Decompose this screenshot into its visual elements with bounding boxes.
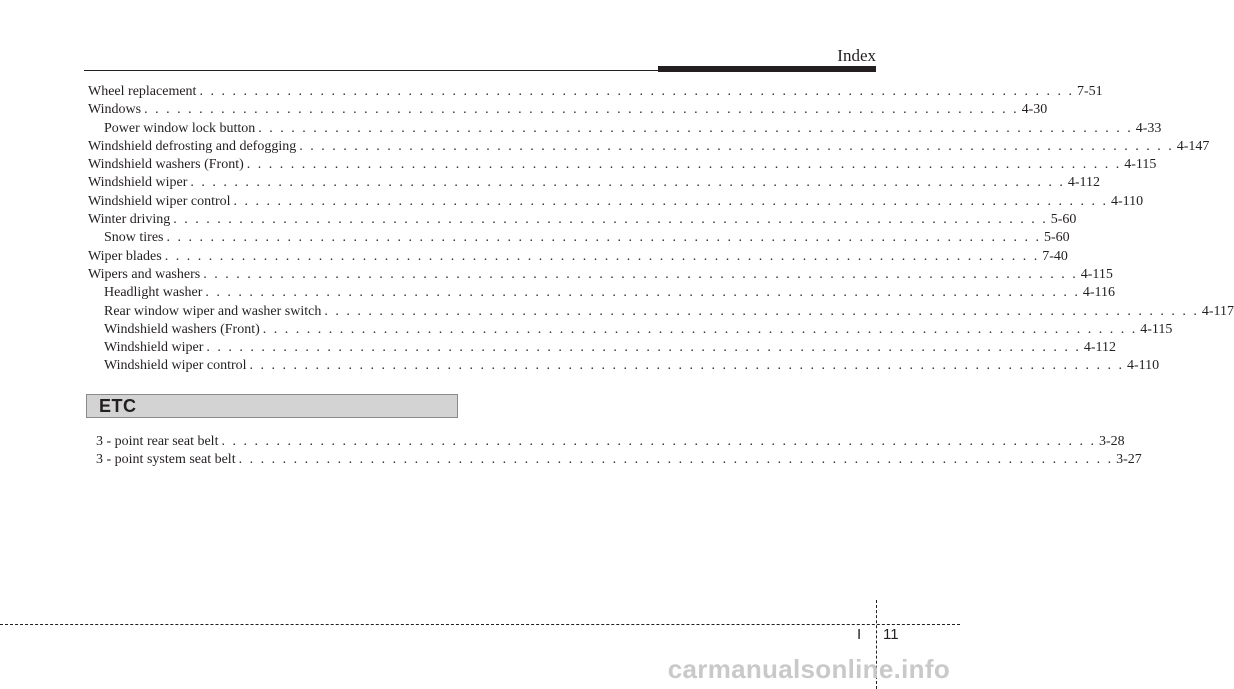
index-entry (88, 211, 1077, 229)
index-subentry (88, 357, 1160, 375)
entry-label: Snow tires (104, 230, 164, 246)
dot-leader: . . . . . . . . . . . . . . . . . . . . . . . . . . . . . . . . . . . . . . . . . . . . . . . . . . . . . . . . . . . . . . . . . . . . . . . . . . . . . . . . (246, 157, 1122, 173)
footer-page-number: 11 (883, 626, 899, 643)
footer-section-letter: I (857, 626, 862, 643)
dot-leader: . . . . . . . . . . . . . . . . . . . . . . . . . . . . . . . . . . . . . . . . . . . . . . . . . . . . . . . . . . . . . . . . . . . . . . . . . . . . . . . . (144, 102, 1019, 118)
index-subentry (88, 303, 1234, 321)
index-entry (88, 174, 1101, 192)
dot-leader: . . . . . . . . . . . . . . . . . . . . . . . . . . . . . . . . . . . . . . . . . . . . . . . . . . . . . . . . . . . . . . . . . . . . . . . . . . . . . . . . (233, 193, 1109, 209)
entry-page-ref: 4-115 (1124, 157, 1157, 173)
entry-label: Windshield washers (Front) (88, 157, 244, 173)
dot-leader: . . . . . . . . . . . . . . . . . . . . . . . . . . . . . . . . . . . . . . . . . . . . . . . . . . . . . . . . . . . . . . . . . . . . . . . . . . . . . . . . (249, 358, 1125, 374)
dot-leader: . . . . . . . . . . . . . . . . . . . . . . . . . . . . . . . . . . . . . . . . . . . . . . . . . . . . . . . . . . . . . . . . . . . . . . . . . . . . . . . . (164, 248, 1040, 264)
index-entry (96, 433, 1125, 451)
entry-label: Windshield defrosting and defogging (88, 138, 297, 154)
index-subentry (88, 229, 1070, 247)
entry-page-ref: 4-116 (1082, 285, 1116, 301)
dot-leader: . . . . . . . . . . . . . . . . . . . . . . . . . . . . . . . . . . . . . . . . . . . . . . . . . . . . . . . . . . . . . . . . . . . . . . . . . . . . . . . . (238, 452, 1114, 468)
entry-label: Wheel replacement (88, 84, 197, 99)
index-entry (88, 156, 1157, 174)
entry-label: Windows (88, 102, 142, 118)
footer-crop-line (0, 624, 960, 625)
dot-leader: . . . . . . . . . . . . . . . . . . . . . . . . . . . . . . . . . . . . . . . . . . . . . . . . . . . . . . . . . . . . . . . . . . . . . . . . . . . . . . . . (190, 175, 1065, 191)
dot-leader: . . . . . . . . . . . . . . . . . . . . . . . . . . . . . . . . . . . . . . . . . . . . . . . . . . . . . . . . . . . . . . . . . . . . . . . . . . . . . . . . (221, 434, 1096, 449)
entry-page-ref: 7-51 (1076, 84, 1103, 99)
entry-page-ref: 4-112 (1083, 340, 1117, 356)
dot-leader: . . . . . . . . . . . . . . . . . . . . . . . . . . . . . . . . . . . . . . . . . . . . . . . . . . . . . . . . . . . . . . . . . . . . . . . . . . . . . . . . (166, 230, 1041, 246)
entry-page-ref: 4-110 (1127, 358, 1160, 374)
dot-leader: . . . . . . . . . . . . . . . . . . . . . . . . . . . . . . . . . . . . . . . . . . . . . . . . . . . . . . . . . . . . . . . . . . . . . . . . . . . . . . . . (299, 138, 1174, 154)
header-title: Index (837, 46, 876, 65)
entry-label: 3 - point system seat belt (96, 452, 236, 468)
entry-label: Windshield wiper (88, 175, 188, 191)
dot-leader: . . . . . . . . . . . . . . . . . . . . . . . . . . . . . . . . . . . . . . . . . . . . . . . . . . . . . . . . . . . . . . . . . . . . . . . . . . . . . . . . (262, 321, 1138, 337)
entry-label: Windshield wiper (104, 340, 204, 356)
entry-label: Windshield washers (Front) (104, 321, 260, 337)
entry-page-ref: 4-115 (1140, 321, 1173, 337)
dot-leader: . . . . . . . . . . . . . . . . . . . . . . . . . . . . . . . . . . . . . . . . . . . . . . . . . . . . . . . . . . . . . . . . . . . . . . . . . . . . . . . . (324, 303, 1199, 319)
index-subentry (88, 339, 1117, 357)
entry-label: Windshield wiper control (104, 358, 247, 374)
entry-page-ref: 4-30 (1021, 102, 1048, 118)
etc-list (96, 433, 1142, 470)
entry-page-ref: 4-117 (1201, 303, 1234, 319)
entry-label: Headlight washer (104, 285, 203, 301)
entry-page-ref: 3-27 (1116, 452, 1142, 468)
index-entry (88, 248, 1068, 266)
index-entry (88, 266, 1113, 284)
dot-leader: . . . . . . . . . . . . . . . . . . . . . . . . . . . . . . . . . . . . . . . . . . . . . . . . . . . . . . . . . . . . . . . . . . . . . . . . . . . . . . . . (206, 340, 1081, 356)
header-rule-thick (658, 66, 876, 72)
dot-leader: . . . . . . . . . . . . . . . . . . . . . . . . . . . . . . . . . . . . . . . . . . . . . . . . . . . . . . . . . . . . . . . . . . . . . . . . . . . . . . . . (199, 84, 1074, 99)
dot-leader: . . . . . . . . . . . . . . . . . . . . . . . . . . . . . . . . . . . . . . . . . . . . . . . . . . . . . . . . . . . . . . . . . . . . . . . . . . . . . . . . (173, 212, 1048, 228)
watermark: carmanualsonline.info (667, 654, 950, 684)
index-entry (88, 138, 1210, 156)
entry-page-ref: 4-33 (1135, 120, 1162, 136)
entry-page-ref: 7-40 (1042, 248, 1068, 264)
entry-page-ref: 4-115 (1080, 266, 1113, 282)
entry-page-ref: 3-28 (1098, 434, 1125, 449)
entry-label: Wiper blades (88, 248, 162, 264)
entry-label: Rear window wiper and washer switch (104, 303, 322, 319)
entry-page-ref: 5-60 (1050, 212, 1077, 228)
entry-page-ref: 4-110 (1111, 193, 1144, 209)
index-entry (88, 193, 1144, 211)
entry-label: Windshield wiper control (88, 193, 231, 209)
entry-label: Wipers and washers (88, 266, 201, 282)
index-subentry (88, 284, 1116, 302)
index-entry (88, 101, 1048, 119)
entry-page-ref: 4-112 (1067, 175, 1101, 191)
dot-leader: . . . . . . . . . . . . . . . . . . . . . . . . . . . . . . . . . . . . . . . . . . . . . . . . . . . . . . . . . . . . . . . . . . . . . . . . . . . . . . . . (203, 266, 1078, 282)
entry-page-ref: 4-147 (1176, 138, 1210, 154)
etc-section-heading: ETC (99, 395, 137, 416)
dot-leader: . . . . . . . . . . . . . . . . . . . . . . . . . . . . . . . . . . . . . . . . . . . . . . . . . . . . . . . . . . . . . . . . . . . . . . . . . . . . . . . . (258, 120, 1133, 136)
entry-label: 3 - point rear seat belt (96, 434, 219, 449)
index-entry (88, 83, 1103, 101)
index-subentry (88, 321, 1173, 339)
index-list (88, 83, 1234, 376)
header-rule-thin (84, 70, 664, 71)
entry-label: Power window lock button (104, 120, 256, 136)
index-entry (96, 451, 1142, 469)
entry-label: Winter driving (88, 212, 171, 228)
etc-section-heading-bar (86, 394, 458, 418)
entry-page-ref: 5-60 (1044, 230, 1070, 246)
dot-leader: . . . . . . . . . . . . . . . . . . . . . . . . . . . . . . . . . . . . . . . . . . . . . . . . . . . . . . . . . . . . . . . . . . . . . . . . . . . . . . . . (205, 285, 1080, 301)
index-subentry (88, 120, 1162, 138)
